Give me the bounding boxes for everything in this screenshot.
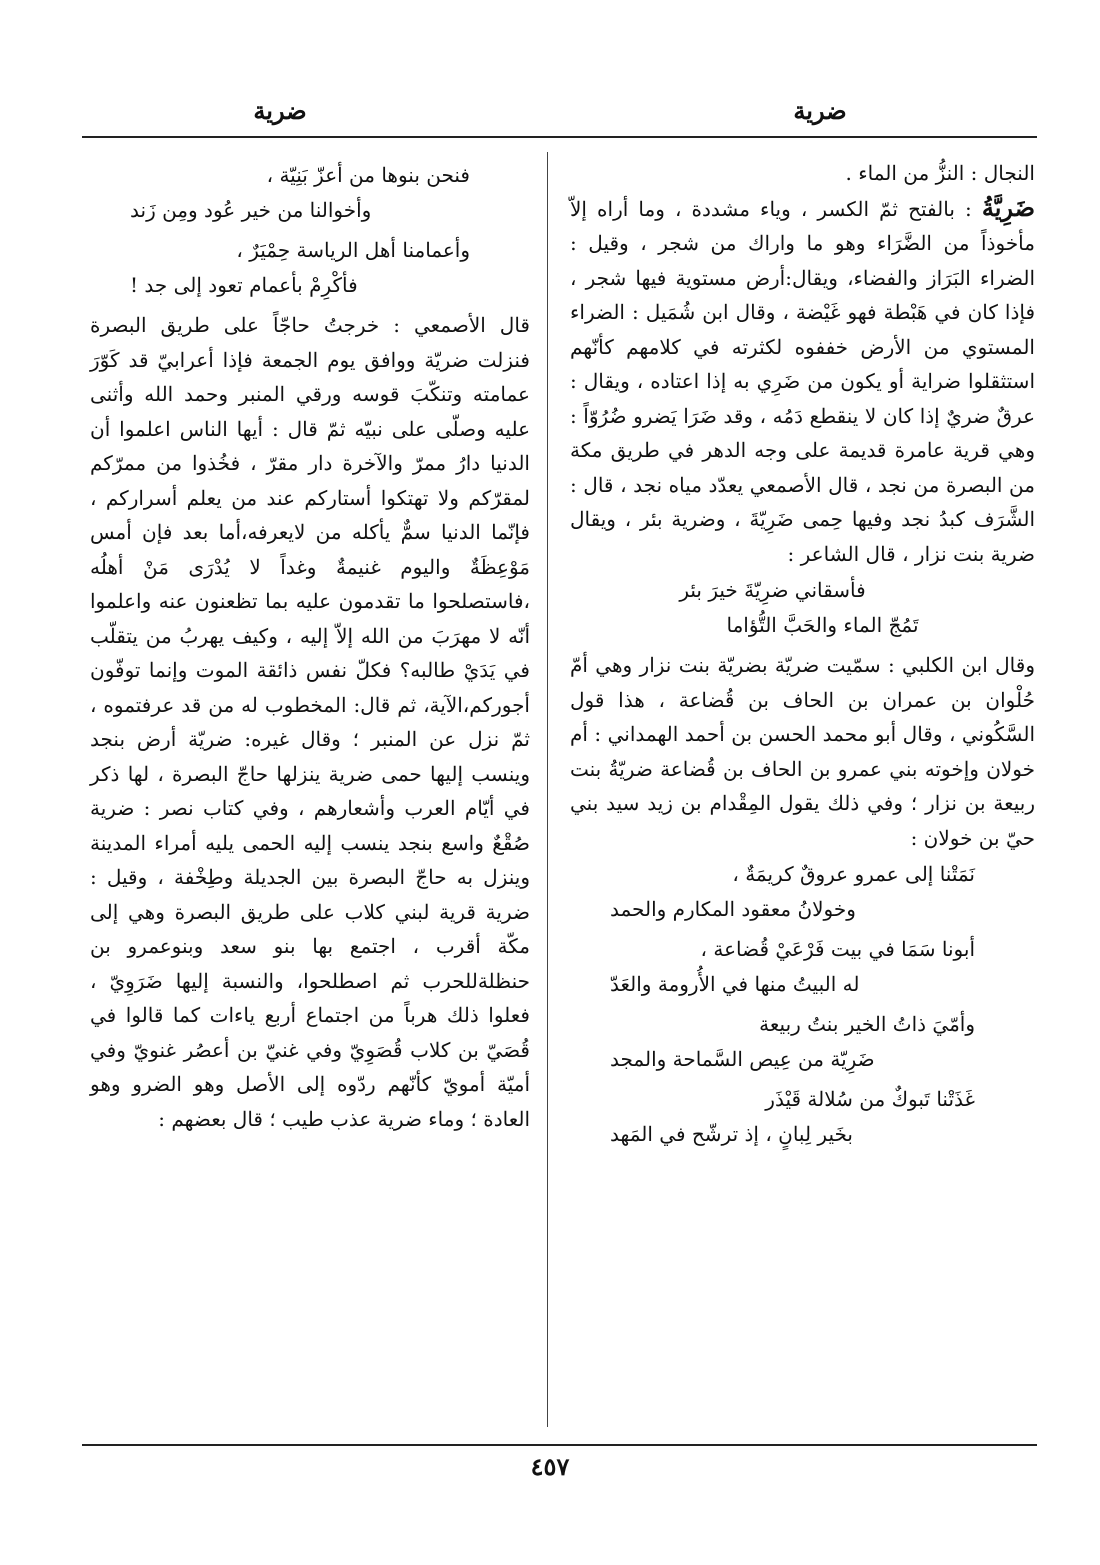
verse <box>570 857 1035 926</box>
verse-hemistich: وأخوالنا من خير عُود ومِن زَند <box>130 197 372 222</box>
left-column <box>90 156 530 1136</box>
verse-hemistich: وأمّيَ ذاتُ الخير بنتُ ربيعة <box>759 1012 975 1036</box>
entry-body: : بالفتح ثمّ الكسر ، وياء مشددة ، وما أراه إلاّ مأخوذاً من الضَّرَاء وهو ما واراك من شجر ، وقيل : الضراء البَرَاز والفضاء، ويقال:أرض مستوية فيها شجر ، فإذا كان في هَبْطة فهو غَيْضة ، وقال ابن شُمَيل : الضراء المستوي من الأرض خففوه لكثرته في كلامهم كأنّهم استثقلوا ضراية أو يكون من ضَرِي به إذا اعتاده ، ويقال : عرقٌ ضريٌ إذا كان لا ينقطع دَمُه ، وقد ضَرَا يَضرو ضُرُوّاً : وهي قرية عامرة قديمة على وجه الدهر في طريق مكة من البصرة من نجد ، قال الأصمعي يعدّد مياه نجد ، قال : الشَّرَف كبدُ نجد وفيها حِمى ضَرِيّةَ ، وضرية بئر ، ويقال ضرية بنت نزار ، قال الشاعر : <box>570 196 1036 566</box>
verse-hemistich: غَذَتْنا تَبوكٌ من سُلالة قَيْذَر <box>765 1087 975 1111</box>
verse <box>570 573 1035 642</box>
verse <box>90 158 530 227</box>
verse-hemistich: أبونا سَمَا في بيت فَرْعَيْ قُضاعة ، <box>700 937 975 961</box>
entry-text: النجال : النزُّ من الماء . <box>845 161 1035 185</box>
right-running-head: ضرية <box>793 96 847 125</box>
verse-hemistich: فأسقاني ضرِيّةَ خيرَ بئر <box>679 578 866 602</box>
verse-hemistich: فأكْرِمْ بأعمام تعود إلى جد ! <box>130 272 358 297</box>
verse-hemistich: له البيتُ منها في الأُرومة والعَدّ <box>610 971 860 996</box>
column-divider <box>547 152 548 1427</box>
verse <box>90 233 530 302</box>
verse-hemistich: وأعمامنا أهل الرياسة حِمْيَرٌ ، <box>236 238 470 262</box>
footer-rule <box>82 1444 1037 1446</box>
page-number: ٤٥٧ <box>530 1452 570 1481</box>
entry-text: قال الأصمعي : خرجتُ حاجّاً على طريق البصرة فنزلت ضريّة ووافق يوم الجمعة فإذا أعرابيّ قد كَوّرَ عمامته وتنكّبَ قوسه ورقي المنبر وحمد الله وأثنى عليه وصلّى على نبيّه ثمّ قال : أيها الناس اعلموا أن الدنيا دارُ ممرّ والآخرة دار مقرّ ، فخُذوا من ممرّكم لمقرّكم ولا تهتكوا أستاركم عند من يعلم أسراركم ، فإنّما الدنيا سمٌّ يأكله من لايعرفه،أما بعد فإن أمس مَوْعِظَةٌ واليوم غنيمةٌ وغداً لا يُدْرَى مَنْ أهلُه ،فاستصلحوا ما تقدمون عليه بما تظعنون عنه واعلموا أنّه لا مهرَبَ من الله إلاّ إليه ، وكيف يهربُ من يتقلّب في يَدَيْ طالبه؟ فكلّ نفس ذائقة الموت وإنما توفّون أجوركم،الآية، ثم قال: المخطوب له من قد عرفتموه ، ثمّ نزل عن المنبر ؛ وقال غيره: ضريّة أرض بنجد وينسب إليها حمى ضرية ينزلها حاجّ البصرة ، لها ذكر في أيّام العرب وأشعارهم ، وفي كتاب نصر : ضرية صُقْعٌ واسع بنجد ينسب إليه الحمى يليه أمراء المدينة وينزل به حاجّ البصرة بين الجديلة وطِخْفة ، وقيل : ضرية قرية لبني كلاب على طريق البصرة وهي إلى مكّة أقرب ، اجتمع بها بنو سعد وبنوعمرو بن حنظلةللحرب ثم اصطلحوا، والنسبة إليها ضَرَوِيّ ، فعلوا ذلك هرباً من اجتماع أربع ياءات كما قالوا في قُصَيّ بن كلاب قُصَوِيّ وفي غنيّ بن أعصُر غنويّ وفي أميّة أمويّ كأنّهم ردّوه إلى الأصل وهو الضرو وهو العادة ؛ وماء ضرية عذب طيب ؛ قال بعضهم : <box>90 313 530 1131</box>
verse-hemistich: فنحن بنوها من أعزّ بَنِيّة ، <box>266 163 470 187</box>
entry-headword: ضَرِيَّةُ <box>981 192 1036 222</box>
verse-hemistich: نَمَتْنا إلى عمرو عروقٌ كريمَةٌ ، <box>732 862 975 886</box>
verse <box>570 1007 1035 1076</box>
header-rule <box>82 136 1037 138</box>
verse-hemistich: بخَير لِبانٍ ، إذ ترشّح في المَهد <box>610 1121 853 1146</box>
right-column <box>570 156 1035 1157</box>
verse-hemistich: وخولانُ معقود المكارم والحمد <box>610 896 856 921</box>
entry-text <box>570 191 1035 572</box>
verse <box>570 932 1035 1001</box>
verse <box>570 1082 1035 1151</box>
verse-hemistich: ضَرِيّة من عِيص السَّماحة والمجد <box>610 1046 875 1071</box>
verse-hemistich: تَمُجّ الماء والحَبَّ التُّؤاما <box>726 612 919 637</box>
left-running-head: ضرية <box>253 96 307 125</box>
entry-text: وقال ابن الكلبي : سمّيت ضريّة بضريّة بنت نزار وهي أمّ حُلْوان بن عمران بن الحاف بن قُضاعة ، هذا قول السَّكُوني ، وقال أبو محمد الحسن بن أحمد الهمداني : أم خولان وإخوته بني عمرو بن الحاف بن قُضاعة ضريّةُ بنت ربيعة بن نزار ؛ وفي ذلك يقول المِقْدام بن زيد سيد بني حيّ بن خولان : <box>570 653 1035 850</box>
